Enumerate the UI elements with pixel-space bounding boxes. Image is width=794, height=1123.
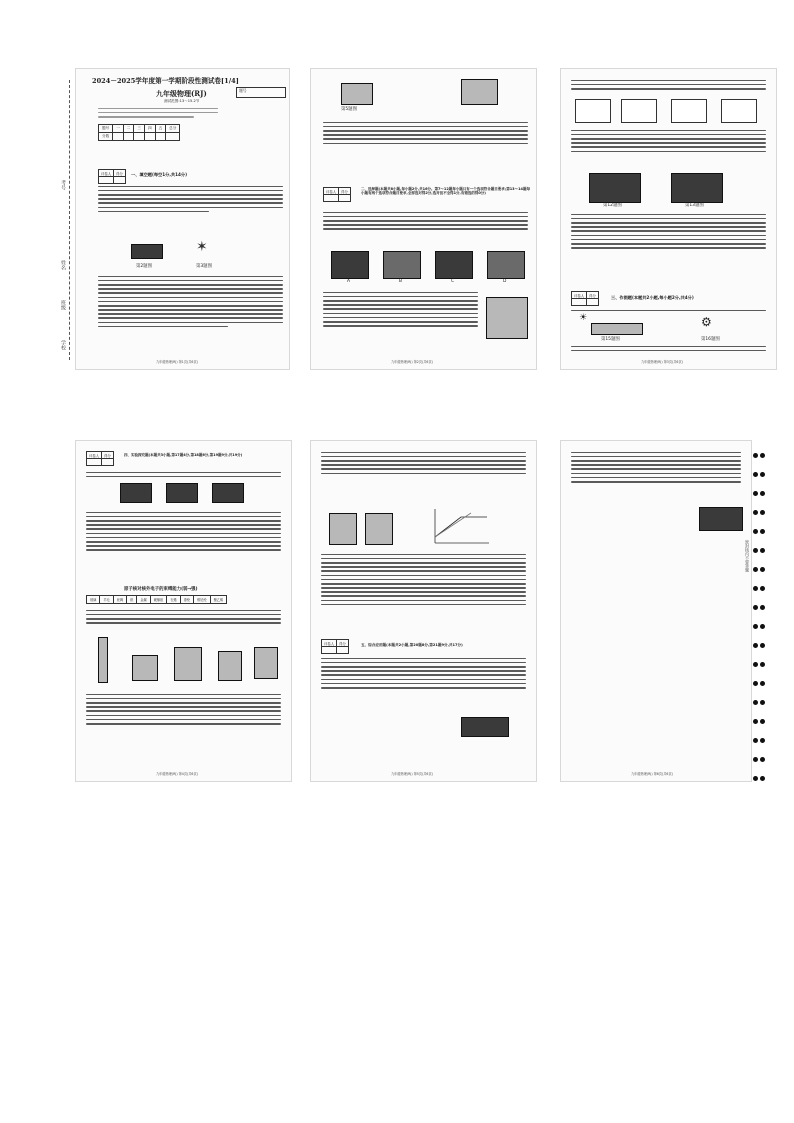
section-3-heading: 三、作图题(本题共2小题,每小题2分,共4分) [611,295,694,300]
figure-q13-label: 第13题图 [685,203,704,208]
score-table [98,124,180,141]
figure-q18-tube [254,647,278,679]
figure-q10-rocket [486,297,528,339]
grader-box: 评卷人 得分 [98,169,126,184]
figure-q17-c [212,483,244,503]
figure-q17-a [120,483,152,503]
figure-q18-beaker [132,655,158,681]
section-3-questions [571,307,766,314]
figure-q19-graph [431,507,491,547]
score-col: 一 [113,125,124,133]
q13-q14-text [571,211,766,251]
q9-option-b-label: B [399,279,403,284]
figure-q5-label: 第5题图 [341,107,357,112]
q20-text [321,655,526,691]
figure-q16-motorcycle-icon: ⚙ [701,315,712,329]
figure-q13-photo [671,173,723,203]
figure-q3-label: 第3题图 [196,264,212,269]
answer-box-label: 题号 [239,88,247,93]
page-6-footer: 九年级物理(RJ) 第6页(共6页) [631,772,673,776]
figure-q18-flask [218,651,242,681]
q21-text [571,449,741,485]
section-1-questions-cont [98,273,283,330]
page-2-footer: 九年级物理(RJ) 第2页(共6页) [391,360,433,364]
section-1-questions [98,183,283,215]
figure-q11-option-c [671,99,707,123]
exam-title: 2024－2025学年度第一学期阶段性测试卷[1/4] [92,77,239,85]
figure-q18-burner [174,647,202,681]
exam-page-4 [75,440,292,782]
figure-q9-option-b [383,251,421,279]
figure-q9-option-d [487,251,525,279]
q9-option-d-label: D [503,279,507,284]
section-2-questions-cont [323,289,478,329]
figure-q16-label: 第16题图 [701,337,720,342]
instructions [98,105,218,120]
page-2-questions [323,119,528,147]
figure-q15-sun-icon: ☀ [579,313,588,323]
section-4-heading: 四、实验探究题(本题共3小题,第17题4分,第18题6分,第19题9分,共19分) [124,453,243,457]
score-col: 题号 [99,125,113,133]
binding-label-name: 姓名 [60,260,66,270]
section-2-heading: 二、选择题(本题共8小题,每小题2分,共16分。第7～12题每小题只有一个选项符合题目要求;第13～14题每小题有两个选项符合题目要求,全部选对得2分,选对但不全得1分,有错选的得0分) [361,187,530,196]
section-5-heading: 五、综合应用题(本题共2小题,第20题8分,第21题9分,共17分) [361,643,463,647]
figure-q3-glyph: ✶ [196,239,208,255]
figure-q2-photo [131,244,163,259]
q19-parts [321,551,526,608]
exam-page-5 [310,440,537,782]
figure-q19-setup-b [365,513,393,545]
binding-label-class: 班级 [60,300,66,310]
grader-box: 评卷人 得分 [321,639,349,654]
figure-q15-label: 第15题图 [601,337,620,342]
q9-option-c-label: C [451,279,455,284]
figure-q11-option-a [575,99,611,123]
grader-box: 评卷人 得分 [571,291,599,306]
q9-option-a-label: A [347,279,351,284]
figure-q11-option-d [721,99,757,123]
figure-q2-label: 第2题图 [136,264,152,269]
figure-q17-b [166,483,198,503]
q18-parts [86,691,281,727]
page-5-footer: 九年级物理(RJ) 第5页(共6页) [391,772,433,776]
binding-notice: 密封线内不要答题 [745,540,750,572]
figure-q12-label: 第12题图 [603,203,622,208]
figure-q20-aircraft [461,717,509,737]
q18-cont-text [321,449,526,477]
page-1-footer: 九年级物理(RJ) 第1页(共6页) [156,360,198,364]
grader-box: 评卷人 得分 [86,451,114,466]
figure-q15-land-sea [591,323,643,335]
exam-page-1 [75,68,290,370]
grader-box: 评卷人 得分 [323,187,351,202]
binding-line [69,80,70,360]
page-3-footer: 九年级物理(RJ) 第3页(共6页) [641,360,683,364]
binding-dots-strip [752,444,772,774]
q17-text [86,469,281,480]
figure-q11-option-b [621,99,657,123]
score-col: 三 [134,125,145,133]
q18-text [86,607,281,626]
figure-q9-option-c [435,251,473,279]
table-q18: 玻璃 羊毛 丝绸 纸 金属 硬橡胶 石蜡 涤纶 维尼纶 聚乙烯 [86,595,227,604]
figure-q21-photo [699,507,743,531]
exam-page-3 [560,68,777,370]
figure-q19-setup-a [329,513,357,545]
score-col: 总分 [166,125,180,133]
figure-q18-thermometer [98,637,108,683]
q17-parts [86,509,281,553]
binding-label-id: 考号 [60,180,66,190]
section-1-heading: 一、填空题(每空1分,共14分) [131,172,188,177]
figure-q6-apparatus [461,79,498,105]
score-row-label: 分数 [99,133,113,141]
binding-label-school: 学校 [60,340,66,350]
figure-q5-apparatus [341,83,373,105]
page-3-questions [571,77,766,92]
exam-page-2 [310,68,537,370]
q16-text [571,343,766,354]
score-col: 五 [155,125,166,133]
figure-q9-option-a [331,251,369,279]
page-4-footer: 九年级物理(RJ) 第4页(共6页) [156,772,198,776]
exam-scope: 测试范围:13～15.2节 [164,99,200,103]
score-col: 四 [144,125,155,133]
figure-q12-waves [589,173,641,203]
exam-page-6 [560,440,752,782]
section-2-questions [323,209,528,233]
score-col: 二 [123,125,134,133]
exam-subject: 九年级物理(RJ) [156,89,207,98]
table18-title: 原子核对核外电子的束缚能力(弱→强) [124,587,198,592]
answer-box [236,87,286,98]
q12-text [571,127,766,155]
